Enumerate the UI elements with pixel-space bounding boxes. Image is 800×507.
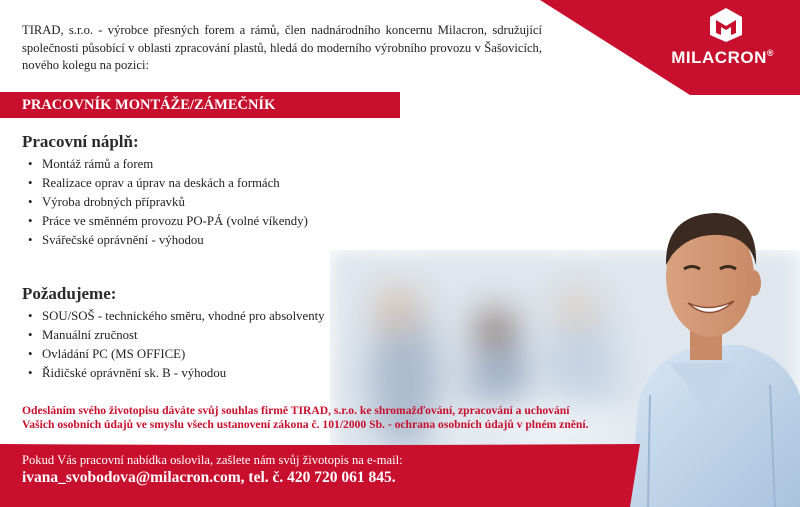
milacron-m-icon <box>707 6 745 44</box>
intro-text: TIRAD, s.r.o. - výrobce přesných forem a rámů, člen nadnárodního koncernu Milacron, sdružující společnosti působící v oblasti zpracování plastů, hledá do moderního výrobního provozu v Šašovicích, nového kolegu na pozici: <box>22 23 542 72</box>
list-item: • Svářečské oprávnění - výhodou <box>22 231 308 250</box>
footer-contact: ivana_svobodova@milacron.com, tel. č. 420 720 061 845. <box>22 469 396 486</box>
list-item: • Montáž rámů a forem <box>22 155 308 174</box>
list-item: • Ovládání PC (MS OFFICE) <box>22 345 325 364</box>
position-title: PRACOVNÍK MONTÁŽE/ZÁMEČNÍK <box>0 92 400 118</box>
list-item: • Realizace oprav a úprav na deskách a formách <box>22 174 308 193</box>
list-item: • Výroba drobných přípravků <box>22 193 308 212</box>
requirements-heading: Požadujeme: <box>22 284 117 303</box>
consent-line-2: Vašich osobních údajů ve smyslu všech ustanovení zákona č. 101/2000 Sb. - ochrana osobních údajů v plném znění. <box>22 418 589 431</box>
list-item: • Řidičské oprávnění sk. B - výhodou <box>22 364 325 383</box>
list-item: • Manuální zručnost <box>22 326 325 345</box>
logo-wordmark: MILACRON® <box>671 48 774 67</box>
requirements-list <box>22 307 325 383</box>
list-item: • Práce ve směnném provozu PO-PÁ (volné víkendy) <box>22 212 308 231</box>
consent-notice <box>22 404 622 432</box>
duties-heading: Pracovní náplň: <box>22 132 139 151</box>
footer-invitation: Pokud Vás pracovní nabídka oslovila, zašlete nám svůj životopis na e-mail: <box>22 453 403 467</box>
consent-line-1: Odesláním svého životopisu dáváte svůj souhlas firmě TIRAD, s.r.o. ke shromažďování, zpracování a uchování <box>22 404 570 417</box>
list-item: • SOU/SOŠ - technického směru, vhodné pro absolventy <box>22 307 325 326</box>
duties-list <box>22 155 308 250</box>
